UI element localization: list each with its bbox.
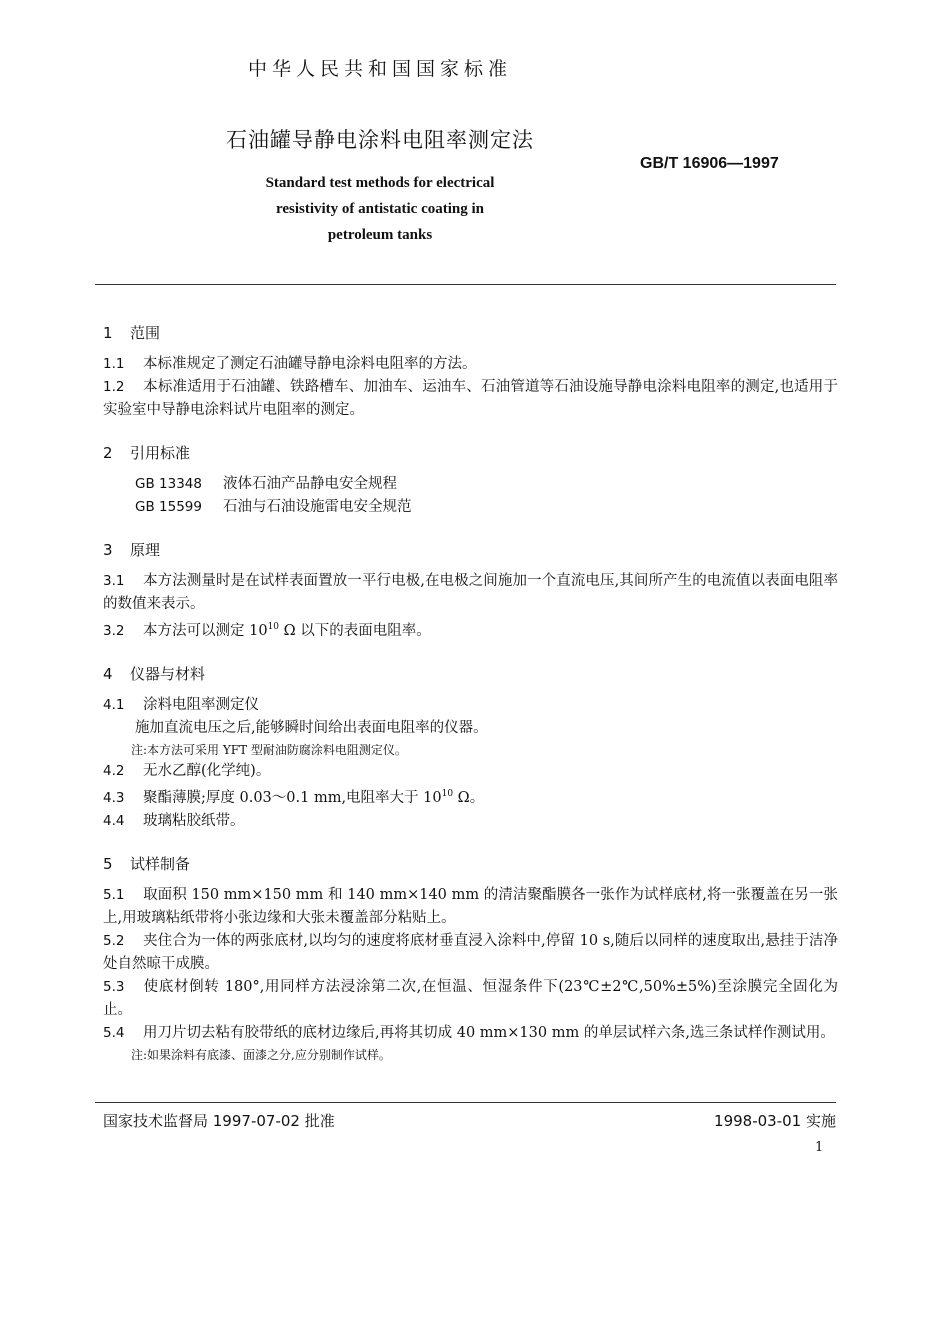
clause [103,616,838,643]
section-number: 2 [103,444,113,462]
clause-text: 取面积 150 mm×150 mm 和 140 mm×140 mm 的清洁聚酯膜各一张作为试样底材,将一张覆盖在另一张上,用玻璃粘纸带将小张边缘和大张未覆盖部分粘贴上。 [103,886,838,926]
clause [103,376,838,422]
english-title-line: resistivity of antistatic coating in [275,201,485,217]
top-divider [95,284,836,285]
reference-title: 液体石油产品静电安全规程 [223,476,397,492]
section-number: 1 [103,324,113,342]
clause-text: 用刀片切去粘有胶带纸的底材边缘后,再将其切成 40 mm×130 mm 的单层试样六条,选三条试样作测试用。 [143,1024,835,1041]
clause-text: 本方法测量时是在试样表面置放一平行电极,在电极之间施加一个直流电压,其间所产生的电流值以表面电阻率的数值来表示。 [103,573,838,612]
clause-number: 5.3 [103,978,125,995]
note: 注:如果涂料有底漆、面漆之分,应分别制作试样。 [131,1047,391,1062]
clause [103,930,838,976]
clause-description: 施加直流电压之后,能够瞬时间给出表面电阻率的仪器。 [135,719,488,736]
section-heading [103,853,838,876]
clause [103,884,838,930]
document-body [103,310,838,1065]
reference-item [103,473,838,496]
bottom-divider [95,1102,836,1103]
standard-number: GB/T 16906—1997 [640,155,779,172]
english-title [230,170,530,248]
section-heading [103,663,838,686]
clause-number: 4.2 [103,762,125,779]
section-title: 范围 [130,324,161,342]
clause-text: 涂料电阻率测定仪 [143,696,259,713]
clause-number: 4.4 [103,812,125,829]
section-number: 3 [103,541,113,559]
clause [103,810,838,833]
implementation-date: 1998-03-01 实施 [714,1112,836,1130]
clause [103,783,838,810]
reference-code: GB 15599 [135,499,202,515]
reference-title: 石油与石油设施雷电安全规范 [223,499,412,515]
clause-number: 1.1 [103,356,125,372]
document-title: 石油罐导静电涂料电阻率测定法 [226,128,534,152]
clause-text: 使底材倒转 180°,用同样方法浸涂第二次,在恒温、恒湿条件下(23℃±2℃,50%±5%)至涂膜完全固化为止。 [103,978,838,1018]
clause-number: 4.3 [103,789,125,806]
document-header: 中华人民共和国国家标准 [247,58,512,80]
clause [103,353,838,376]
clause [103,694,838,717]
clause-text: Ω 以下的表面电阻率。 [279,622,431,639]
clause-text: 本标准适用于石油罐、铁路槽车、加油车、运油车、石油管道等石油设施导静电涂料电阻率的测定,也适用于实验室中导静电涂料试片电阻率的测定。 [103,379,838,418]
clause-number: 1.2 [103,379,125,395]
clause [103,760,838,783]
section-number: 4 [103,664,113,683]
section-heading [103,539,838,562]
clause-text: 本标准规定了测定石油罐导静电涂料电阻率的方法。 [143,356,477,372]
clause-number: 5.4 [103,1024,125,1041]
exponent: 10 [267,622,280,632]
clause-number: 4.1 [103,696,125,713]
section-title: 引用标准 [130,444,191,462]
reference-item [103,496,838,519]
exponent: 10 [441,788,454,799]
clause-number: 5.1 [103,886,125,903]
section-heading [103,442,838,465]
clause-text: 玻璃粘胶纸带。 [143,812,245,829]
section-heading [103,322,838,345]
english-title-line: Standard test methods for electrical [265,175,495,191]
clause-text: 聚酯薄膜;厚度 0.03～0.1 mm,电阻率大于 10 [143,789,442,806]
clause-number: 3.1 [103,573,125,589]
approval-date: 国家技术监督局 1997-07-02 批准 [103,1112,335,1130]
page-number: 1 [815,1140,824,1155]
section-title: 原理 [130,541,161,559]
clause [103,976,838,1022]
clause-text: 夹住合为一体的两张底材,以均匀的速度将底材垂直浸入涂料中,停留 10 s,随后以同样的速度取出,悬挂于洁净处自然晾干成膜。 [103,932,838,972]
section-number: 5 [103,854,113,873]
clause [103,1022,838,1045]
english-title-line: petroleum tanks [327,227,433,243]
clause-text: 本方法可以测定 10 [143,622,268,639]
clause [103,570,838,616]
clause-number: 5.2 [103,932,125,949]
note: 注:本方法可采用 YFT 型耐油防腐涂料电阻测定仪。 [131,742,407,757]
reference-code: GB 13348 [135,476,202,492]
clause-number: 3.2 [103,622,125,639]
section-title: 仪器与材料 [130,664,206,683]
section-title: 试样制备 [130,854,191,873]
clause-text: Ω。 [453,789,485,806]
clause-text: 无水乙醇(化学纯)。 [143,762,271,779]
